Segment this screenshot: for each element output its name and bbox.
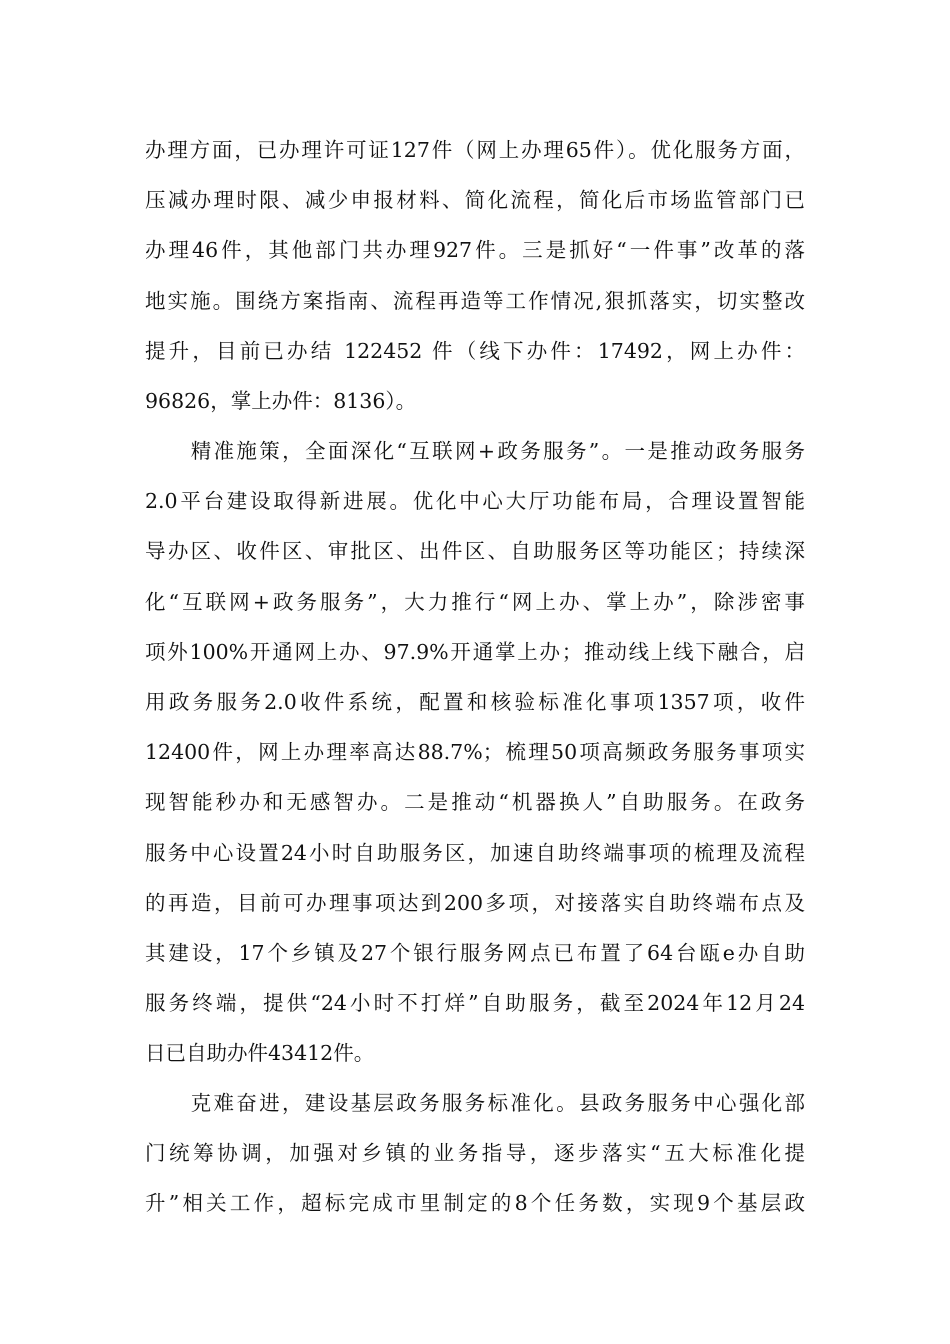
text-line: 项外100%开通网上办、97.9%开通掌上办；推动线上线下融合，启 xyxy=(145,639,805,664)
text-line: 12400件，网上办理率高达88.7%；梳理50项高频政务服务事项实 xyxy=(145,740,805,765)
text-line: 2.0平台建设取得新进展。优化中心大厅功能布局，合理设置智能 xyxy=(145,489,805,514)
text-line: 克难奋进，建设基层政务服务标准化。县政务服务中心强化部 xyxy=(145,1091,805,1115)
text-line: 现智能秒办和无感智办。二是推动“机器换人”自助服务。在政务 xyxy=(145,790,805,815)
text-line: 门统筹协调，加强对乡镇的业务指导，逐步落实“五大标准化提 xyxy=(145,1141,805,1166)
text-line: 精准施策，全面深化“互联网+政务服务”。一是推动政务服务 xyxy=(145,439,805,463)
text-line: 提升，目前已办结 122452 件（线下办件：17492，网上办件： xyxy=(145,338,805,363)
paragraph-3 xyxy=(145,1078,805,1229)
text-line: 服务终端，提供“24小时不打烊”自助服务，截至2024年12月24 xyxy=(145,991,805,1016)
text-line: 导办区、收件区、审批区、出件区、自助服务区等功能区；持续深 xyxy=(145,539,805,564)
text-line: 服务中心设置24小时自助服务区，加速自助终端事项的梳理及流程 xyxy=(145,840,805,865)
text-line: 办理方面，已办理许可证127件（网上办理65件）。优化服务方面， xyxy=(145,138,805,162)
text-line: 日已自助办件43412件。 xyxy=(145,1041,375,1066)
text-line: 压减办理时限、减少申报材料、简化流程，简化后市场监管部门已 xyxy=(145,188,805,213)
text-line: 化“互联网+政务服务”，大力推行“网上办、掌上办”，除涉密事 xyxy=(145,589,805,614)
text-line: 的再造，目前可办理事项达到200多项，对接落实自助终端布点及 xyxy=(145,890,805,915)
text-line: 96826，掌上办件：8136）。 xyxy=(145,388,417,413)
text-line: 地实施。围绕方案指南、流程再造等工作情况,狠抓落实，切实整改 xyxy=(145,288,805,313)
paragraph-2 xyxy=(145,426,805,1078)
text-line: 升”相关工作，超标完成市里制定的8个任务数，实现9个基层政 xyxy=(145,1191,805,1216)
text-line: 用政务服务2.0收件系统，配置和核验标准化事项1357项，收件 xyxy=(145,689,805,714)
paragraph-1 xyxy=(145,125,805,426)
text-line: 办理46件，其他部门共办理927件。三是抓好“一件事”改革的落 xyxy=(145,238,805,263)
text-line: 其建设，17个乡镇及27个银行服务网点已布置了64台瓯e办自助 xyxy=(145,940,805,965)
